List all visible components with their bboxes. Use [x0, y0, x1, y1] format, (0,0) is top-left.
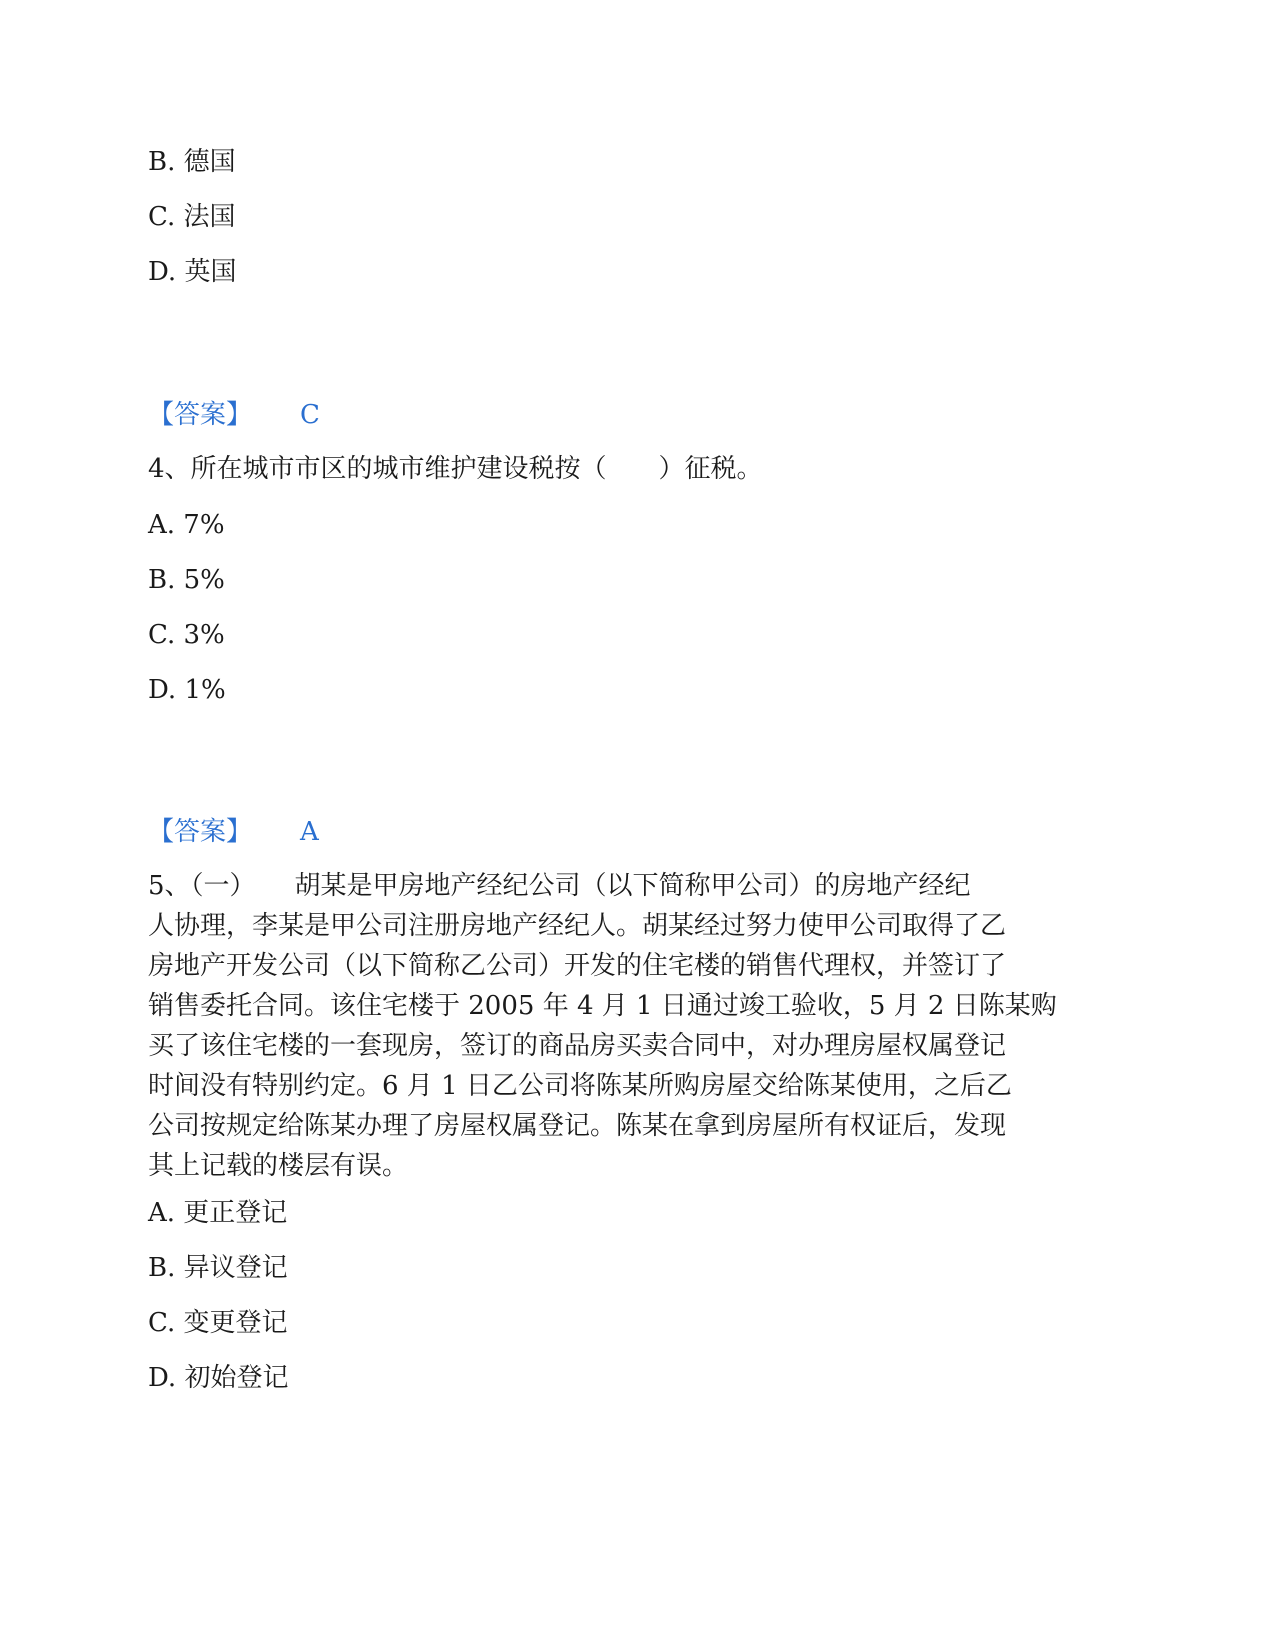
q5-question-line: 公司按规定给陈某办理了房屋权属登记。陈某在拿到房屋所有权证后，发现 [148, 1111, 1007, 1141]
q5-option-d: D. 初始登记 [148, 1363, 289, 1393]
q3-answer-value: C [300, 400, 320, 430]
q3-answer [148, 400, 320, 430]
q5-question-line: 其上记载的楼层有误。 [148, 1151, 409, 1181]
q4-question: 4、所在城市市区的城市维护建设税按（ ）征税。 [148, 454, 763, 484]
q4-option-c: C. 3% [148, 620, 225, 650]
q4-option-a: A. 7% [148, 510, 225, 540]
q5-question-line: 买了该住宅楼的一套现房，签订的商品房买卖合同中，对办理房屋权属登记 [148, 1031, 1007, 1061]
q3-answer-label: 【答案】 [148, 400, 253, 430]
q5-question-line: 时间没有特别约定。6 月 1 日乙公司将陈某所购房屋交给陈某使用，之后乙 [148, 1071, 1012, 1101]
q5-option-b: B. 异议登记 [148, 1253, 288, 1283]
q3-option-b: B. 德国 [148, 147, 236, 177]
q4-option-d: D. 1% [148, 675, 226, 705]
q5-option-c: C. 变更登记 [148, 1308, 288, 1338]
q4-answer-label: 【答案】 [148, 817, 253, 847]
q4-option-b: B. 5% [148, 565, 225, 595]
q5-option-a: A. 更正登记 [148, 1198, 288, 1228]
q5-question-line: 房地产开发公司（以下简称乙公司）开发的住宅楼的销售代理权，并签订了 [148, 951, 1007, 981]
q5-question-line: 5、（一） 胡某是甲房地产经纪公司（以下简称甲公司）的房地产经纪 [148, 871, 971, 901]
q4-answer [148, 817, 319, 847]
q3-option-c: C. 法国 [148, 202, 236, 232]
q5-question [148, 866, 1118, 1186]
q5-question-line: 销售委托合同。该住宅楼于 2005 年 4 月 1 日通过竣工验收，5 月 2 日陈某购 [148, 991, 1057, 1021]
q4-answer-value: A [300, 817, 319, 847]
q5-question-line: 人协理，李某是甲公司注册房地产经纪人。胡某经过努力使甲公司取得了乙 [148, 911, 1007, 941]
q3-option-d: D. 英国 [148, 257, 237, 287]
